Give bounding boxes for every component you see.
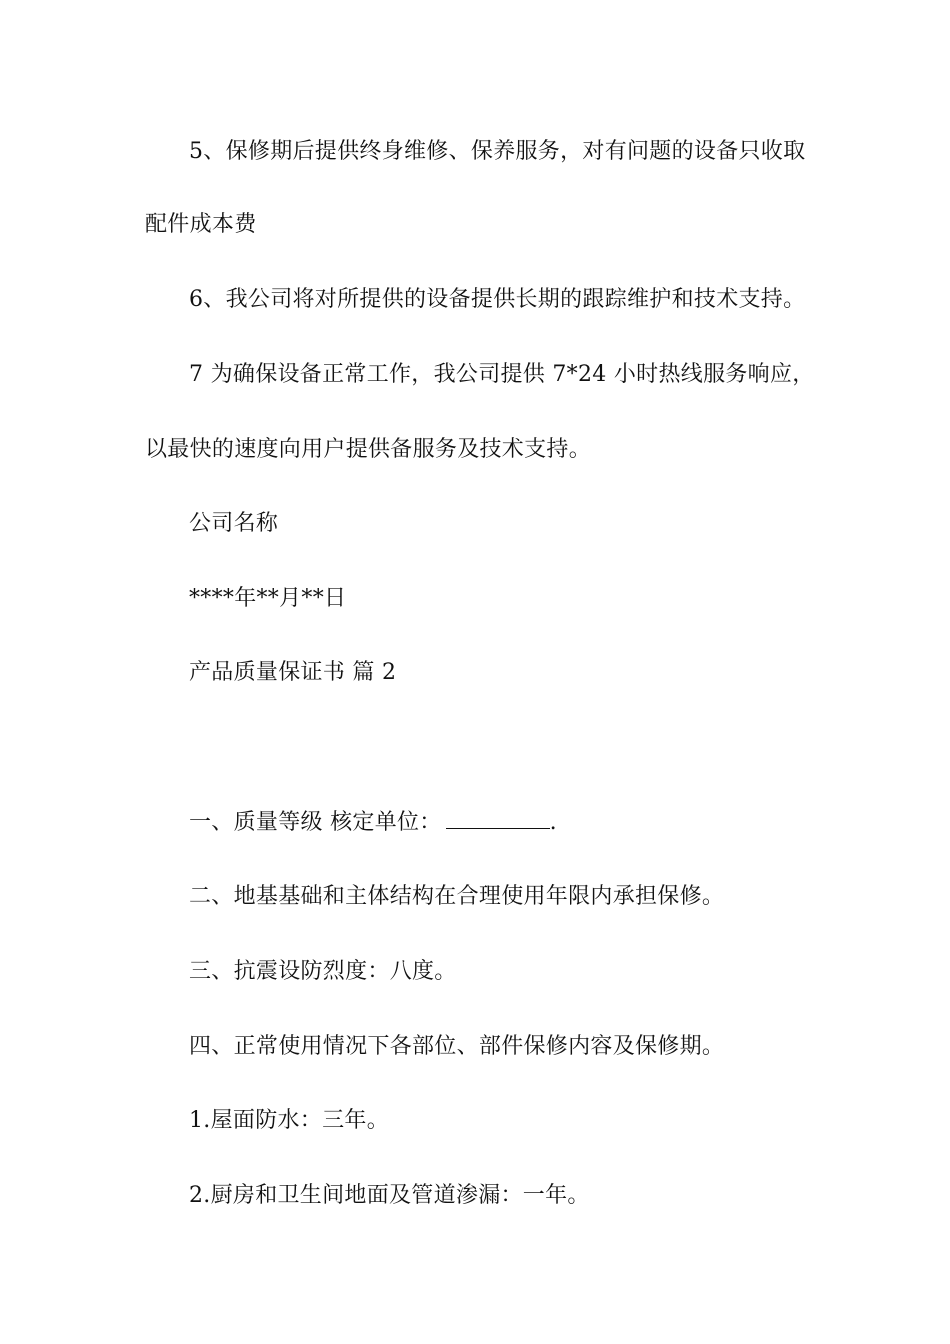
item-1-label: 一、质量等级 核定单位： bbox=[189, 810, 442, 835]
item-3: 三、抗震设防烈度：八度。 bbox=[189, 959, 457, 984]
signature-date: ****年**月**日 bbox=[189, 586, 347, 611]
paragraph-5-line-1: 5、保修期后提供终身维修、保养服务，对有问题的设备只收取 bbox=[189, 139, 806, 164]
item-1-suffix: . bbox=[549, 810, 557, 835]
sub-item-1: 1.屋面防水：三年。 bbox=[189, 1108, 389, 1133]
item-4: 四、正常使用情况下各部位、部件保修内容及保修期。 bbox=[189, 1034, 725, 1059]
paragraph-5-line-2: 配件成本费 bbox=[145, 212, 257, 237]
fill-in-blank bbox=[446, 808, 550, 829]
paragraph-6: 6、我公司将对所提供的设备提供长期的跟踪维护和技术支持。 bbox=[189, 287, 806, 312]
paragraph-7-line-2: 以最快的速度向用户提供备服务及技术支持。 bbox=[145, 437, 592, 462]
item-2: 二、地基基础和主体结构在合理使用年限内承担保修。 bbox=[189, 884, 725, 909]
company-name: 公司名称 bbox=[189, 511, 279, 536]
section-title: 产品质量保证书 篇 2 bbox=[189, 660, 397, 685]
paragraph-7-line-1: 7 为确保设备正常工作，我公司提供 7*24 小时热线服务响应， bbox=[189, 362, 815, 387]
item-1-quality-grade bbox=[189, 808, 557, 838]
sub-item-2: 2.厨房和卫生间地面及管道渗漏：一年。 bbox=[189, 1183, 590, 1208]
